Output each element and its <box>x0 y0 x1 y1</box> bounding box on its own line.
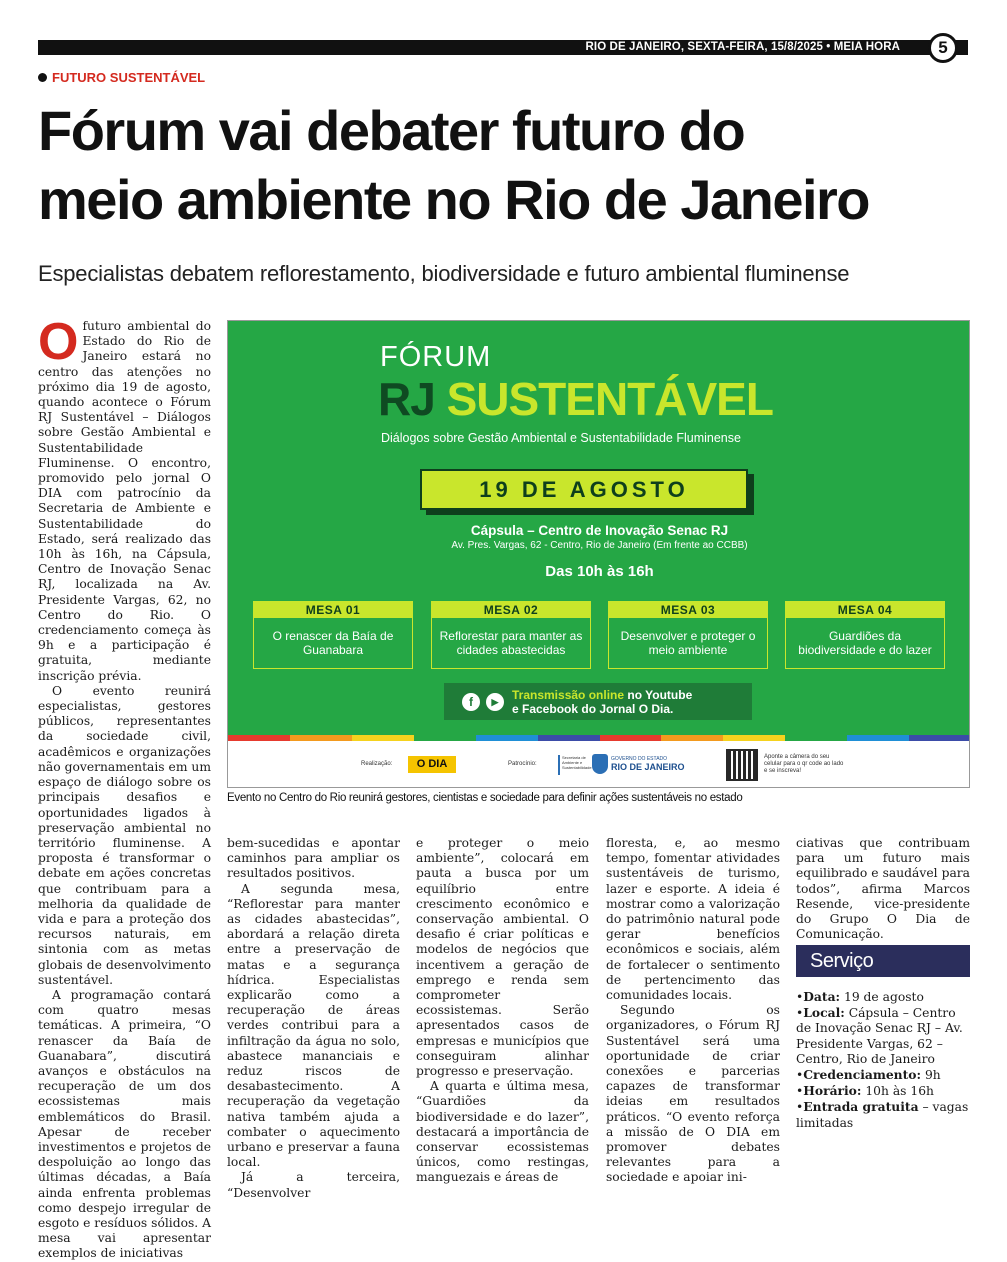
mesa-card <box>785 601 945 669</box>
article-column-5 <box>796 836 970 942</box>
paragraph-text: futuro ambiental do Estado do Rio de Janeiro estará no centro das atenções no próximo dia 19 de agosto, quando acontece o Fórum RJ Sustentável – Diálogos sobre Gestão Ambiental e Sustentabilidade Fluminense. O encontro, promovido pelo jornal O DIA com patrocínio da Secretaria de Ambiente e Sustentabilidade do Estado, será realizado das 10h às 16h, na Cápsula, Centro de Inovação Senac RJ, localizada na Av. Presidente Vargas, 62, no Centro do Rio. O credenciamento começa às 9h e a participação é gratuita, mediante inscrição prévia. <box>38 319 211 683</box>
paragraph: floresta, e, ao mesmo tempo, fomentar atividades sustentáveis de turismo, lazer e esporte. A ideia é mostrar como a valorização do patrimônio natural pode gerar benefícios econômicos e sociais, além de fortalecer o sentimento de pertencimento das comunidades locais. <box>606 836 780 1003</box>
servico-item-label: Horário: <box>803 1083 862 1099</box>
servico-item: •Credenciamento: 9h <box>796 1067 941 1083</box>
sponsor-footer <box>228 741 970 788</box>
banner-venue: Cápsula – Centro de Inovação Senac RJ <box>470 523 729 538</box>
qr-code-icon <box>726 749 758 781</box>
stream-text-1: no Youtube <box>624 687 693 702</box>
servico-item-label: Local: <box>803 1005 845 1021</box>
stream-box <box>444 683 752 720</box>
governo-logo <box>592 754 685 774</box>
servico-item-value: 9h <box>921 1068 941 1083</box>
mesa-card <box>431 601 591 669</box>
patrocinio-label: Patrocínio: <box>508 761 537 767</box>
event-banner <box>227 320 970 788</box>
mesa-head: MESA 02 <box>432 602 590 618</box>
mesa-head: MESA 03 <box>609 602 767 618</box>
stream-text-2: e Facebook do Jornal O Dia. <box>512 701 674 716</box>
servico-list <box>796 989 970 1131</box>
paragraph: A programação contará com quatro mesas temáticas. A primeira, “O renascer da Baía de Guanabara”, discutirá avanços e obstáculos na recuperação de um dos ecossistemas mais emblemáticos do Brasil. Apesar de receber investimentos e projetos de despoluição ao longo das últimas décadas, a Baía ainda enfrenta problemas como despejo irregular de esgoto e resíduos sólidos. A mesa vai apresentar exemplos de iniciativas <box>38 987 211 1261</box>
mesa-body: Desenvolver e proteger o meio ambiente <box>620 629 756 657</box>
banner-forum: FÓRUM <box>380 341 492 373</box>
page-number: 5 <box>928 33 958 63</box>
banner-title <box>378 371 773 427</box>
mesa-card <box>608 601 768 669</box>
banner-rj: RJ <box>378 373 435 425</box>
kicker <box>38 70 205 85</box>
servico-item-value: – vagas limitadas <box>796 1100 969 1130</box>
secretaria-logo: Secretaria de Ambiente e Sustentabilidade <box>558 755 588 775</box>
servico-item: •Entrada gratuita – vagas limitadas <box>796 1099 969 1130</box>
headline <box>38 96 968 234</box>
mesa-body: Guardiões da biodiversidade e do lazer <box>798 629 932 657</box>
banner-subtitle: Diálogos sobre Gestão Ambiental e Sustentabilidade Fluminense <box>381 431 741 445</box>
bullet-icon <box>38 73 47 82</box>
paragraph: ciativas que contribuam para um futuro mais equilibrado e saudável para todos”, afirma Marcos Resende, vice-presidente do Grupo O Dia de Comunicação. <box>796 836 970 942</box>
mesa-card <box>253 601 413 669</box>
banner-address: Av. Pres. Vargas, 62 - Centro, Rio de Janeiro (Em frente ao CCBB) <box>451 540 748 551</box>
qr-text: Aponte a câmera do seu celular para o qr code ao lado e se inscreva! <box>764 754 844 774</box>
realizacao-label: Realização: <box>361 761 393 767</box>
paragraph: Segundo os organizadores, o Fórum RJ Sustentável será uma oportunidade de criar conexões e parcerias capazes de transformar ideias em resultados práticos. “O evento reforça a missão de O DIA em promover debates relevantes para a sociedade e apoiar ini- <box>606 1003 780 1185</box>
servico-item-label: Entrada gratuita <box>803 1099 919 1115</box>
article-column-2 <box>227 836 400 1201</box>
servico-item: •Horário: 10h às 16h <box>796 1083 934 1099</box>
article-column-3 <box>416 836 589 1186</box>
servico-item-value: 19 de agosto <box>840 990 924 1004</box>
kicker-label: FUTURO SUSTENTÁVEL <box>52 70 206 85</box>
stream-highlight: Transmissão online <box>512 687 625 702</box>
banner-date: 19 DE AGOSTO <box>420 469 748 510</box>
top-bar <box>38 40 968 55</box>
mesa-body: O renascer da Baía de Guanabara <box>272 629 394 657</box>
paragraph: O evento reunirá especialistas, gestores públicos, representantes da sociedade civil, acadêmicos e organizações não governamentais em um espaço de diálogo sobre os principais desafios e oportunidades ligados à preservação ambiental no território fluminense. A proposta é transformar o debate em ações concretas que contribuam para a melhoria da qualidade de vida e para a proteção dos recursos naturais, em sintonia com as metas globais de desenvolvimento sustentável. <box>38 683 211 987</box>
banner-hours: Das 10h às 16h <box>545 563 654 580</box>
servico-item: •Data: 19 de agosto <box>796 989 924 1004</box>
dateline: RIO DE JANEIRO, SEXTA-FEIRA, 15/8/2025 • MEIA HORA <box>585 41 900 53</box>
servico-item-value: 10h às 16h <box>861 1084 934 1099</box>
youtube-icon: ▶ <box>486 693 504 711</box>
servico-item-label: Credenciamento: <box>803 1067 922 1083</box>
crest-icon <box>592 754 608 774</box>
article-column-4 <box>606 836 780 1186</box>
banner-sustentavel: SUSTENTÁVEL <box>446 373 773 425</box>
paragraph: e proteger o meio ambiente”, colocará em pauta a busca por um equilíbrio entre crescimento econômico e conservação ambiental. O desafio é criar políticas e modelos de negócios que incentivem a geração de emprego e renda sem comprometer ecossistemas. Serão apresentados casos de empresas e municípios que conseguiram alinhar progresso e preservação. <box>416 836 589 1079</box>
gov-big: RIO DE JANEIRO <box>611 762 685 772</box>
headline-line-2: meio ambiente no Rio de Janeiro <box>38 168 870 231</box>
drop-cap: O <box>38 313 79 371</box>
gov-small: GOVERNO DO ESTADO <box>611 756 668 762</box>
mesa-body: Reflorestar para manter as cidades abastecidas <box>439 629 583 657</box>
servico-item-label: Data: <box>803 989 841 1004</box>
paragraph <box>38 313 211 684</box>
mesa-head: MESA 04 <box>786 602 944 618</box>
paragraph: Já a terceira, “Desenvolver <box>227 1170 400 1200</box>
servico-item-value: Cápsula – Centro de Inovação Senac RJ – Av. Presidente Vargas, 62 – Centro, Rio de Janeiro <box>796 1006 963 1066</box>
mesa-head: MESA 01 <box>254 602 412 618</box>
subheadline: Especialistas debatem reflorestamento, biodiversidade e futuro ambiental fluminense <box>38 261 850 286</box>
paragraph: A quarta e última mesa, “Guardiões da biodiversidade e do lazer”, destacará a importância de conservar ecossistemas únicos, como restingas, manguezais e áreas de <box>416 1079 589 1185</box>
governo-text <box>611 756 685 772</box>
paragraph: bem-sucedidas e apontar caminhos para ampliar os resultados positivos. <box>227 836 400 881</box>
odia-logo: O DIA <box>408 756 456 773</box>
servico-item: •Local: Cápsula – Centro de Inovação Senac RJ – Av. Presidente Vargas, 62 – Centro, Rio de Janeiro <box>796 1005 963 1066</box>
photo-caption: Evento no Centro do Rio reunirá gestores, cientistas e sociedade para definir ações sustentáveis no estado <box>227 792 743 804</box>
article-column-1 <box>38 313 211 1262</box>
stream-text <box>512 688 692 716</box>
facebook-icon: f <box>462 693 480 711</box>
headline-line-1: Fórum vai debater futuro do <box>38 99 745 162</box>
paragraph: A segunda mesa, “Reflorestar para manter as cidades abastecidas”, abordará a relação direta entre a preservação de matas e a segurança hídrica. Especialistas explicarão como a recuperação de áreas verdes contribui para a infiltração da água no solo, abastece mananciais e reduz riscos de desabastecimento. A recuperação da vegetação nativa também ajuda a combater o aquecimento urbano e preservar a fauna local. <box>227 881 400 1170</box>
servico-title: Serviço <box>796 945 970 977</box>
